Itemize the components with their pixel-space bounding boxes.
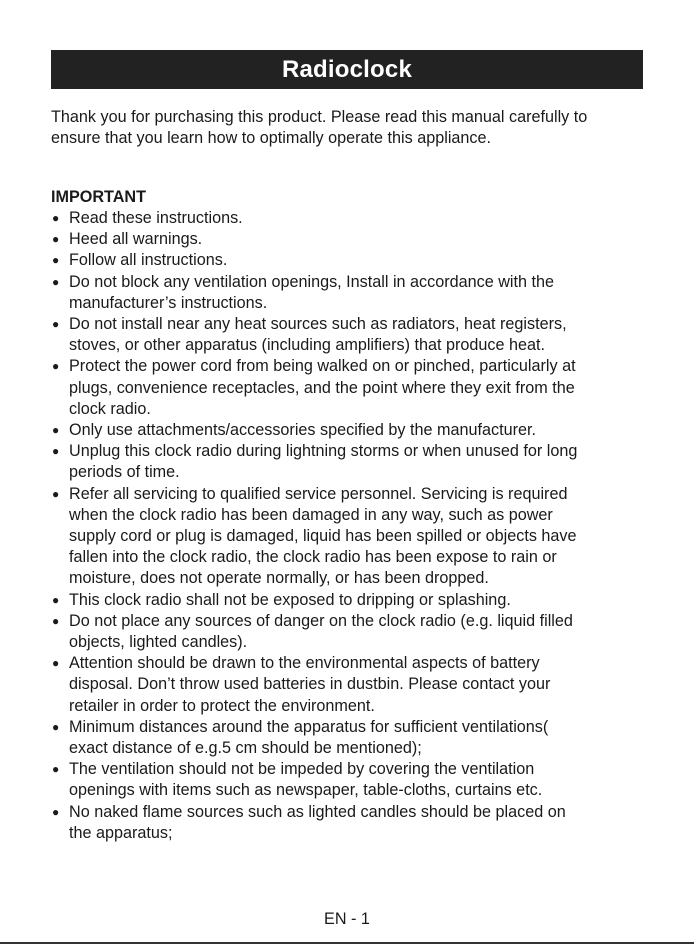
intro-line: Thank you for purchasing this product. Please read this manual carefully to [51, 108, 588, 126]
list-item-text: Do not place any sources of danger on the clock radio (e.g. liquid filled [69, 611, 573, 630]
bullet-icon: ● [52, 359, 60, 374]
bullet-icon: ● [52, 317, 60, 332]
list-item [51, 484, 651, 590]
list-item-text: fallen into the clock radio, the clock radio has been expose to rain or [69, 548, 557, 567]
list-item-text: Follow all instructions. [69, 251, 228, 270]
list-item-text: periods of time. [69, 463, 180, 482]
page-title: Radioclock [51, 50, 643, 89]
list-item [51, 590, 651, 611]
list-item-text: openings with items such as newspaper, table-cloths, curtains etc. [69, 781, 543, 800]
list-item-text: Only use attachments/accessories specified by the manufacturer. [69, 421, 536, 440]
list-item-text: Do not block any ventilation openings, Install in accordance with the [69, 272, 555, 291]
list-item-text: No naked flame sources such as lighted candles should be placed on [69, 802, 566, 821]
list-item-text: Minimum distances around the apparatus for sufficient ventilations( [69, 717, 549, 736]
list-item-text: retailer in order to protect the environment. [69, 696, 375, 715]
list-item-text: Do not install near any heat sources such as radiators, heat registers, [69, 315, 567, 334]
list-item [51, 250, 651, 271]
list-item-text: Refer all servicing to qualified service personnel. Servicing is required [69, 484, 568, 503]
list-item-text: when the clock radio has been damaged in any way, such as power [69, 505, 553, 524]
list-item-text: supply cord or plug is damaged, liquid has been spilled or objects have [69, 527, 577, 546]
list-item-text: This clock radio shall not be exposed to dripping or splashing. [69, 590, 511, 609]
bullet-icon: ● [52, 274, 60, 289]
important-heading: IMPORTANT [51, 188, 147, 206]
bullet-icon: ● [52, 592, 60, 607]
bullet-icon: ● [52, 613, 60, 628]
bullet-icon: ● [52, 656, 60, 671]
list-item [51, 208, 651, 229]
bullet-icon: ● [52, 444, 60, 459]
list-item-text: Heed all warnings. [69, 230, 203, 249]
list-item-text: manufacturer’s instructions. [69, 293, 268, 312]
list-item [51, 441, 651, 483]
list-item-text: the apparatus; [69, 823, 173, 842]
bullet-icon: ● [52, 486, 60, 501]
list-item [51, 272, 651, 314]
intro-line: ensure that you learn how to optimally operate this appliance. [51, 129, 492, 147]
page-number: EN - 1 [324, 910, 370, 928]
list-item [51, 802, 651, 844]
list-item [51, 356, 651, 420]
list-item-text: Protect the power cord from being walked on or pinched, particularly at [69, 357, 576, 376]
bullet-icon: ● [52, 253, 60, 268]
list-item-text: moisture, does not operate normally, or has been dropped. [69, 569, 489, 588]
list-item-text: Unplug this clock radio during lightning storms or when unused for long [69, 442, 578, 461]
list-item-text: stoves, or other apparatus (including amplifiers) that produce heat. [69, 336, 545, 355]
bullet-icon: ● [52, 804, 60, 819]
list-item-text: Read these instructions. [69, 209, 243, 227]
list-item-text: disposal. Don’t throw used batteries in dustbin. Please contact your [69, 675, 551, 694]
list-item-text: clock radio. [69, 399, 151, 418]
bottom-divider [0, 942, 694, 944]
list-item-text: exact distance of e.g.5 cm should be mentioned); [69, 739, 422, 758]
list-item-text: objects, lighted candles). [69, 633, 248, 652]
safety-instructions-list [51, 208, 651, 844]
intro-paragraph [51, 107, 651, 149]
list-item [51, 759, 651, 801]
bullet-icon: ● [52, 232, 60, 247]
list-item [51, 314, 651, 356]
list-item [51, 717, 651, 759]
list-item [51, 420, 651, 441]
list-item [51, 229, 651, 250]
list-item [51, 653, 651, 717]
list-item [51, 611, 651, 653]
list-item-text: The ventilation should not be impeded by covering the ventilation [69, 760, 535, 779]
list-item-text: plugs, convenience receptacles, and the point where they exit from the [69, 378, 575, 397]
bullet-icon: ● [52, 762, 60, 777]
bullet-icon: ● [52, 423, 60, 438]
list-item-text: Attention should be drawn to the environmental aspects of battery [69, 654, 540, 673]
bullet-icon: ● [52, 719, 60, 734]
bullet-icon: ● [52, 211, 60, 225]
